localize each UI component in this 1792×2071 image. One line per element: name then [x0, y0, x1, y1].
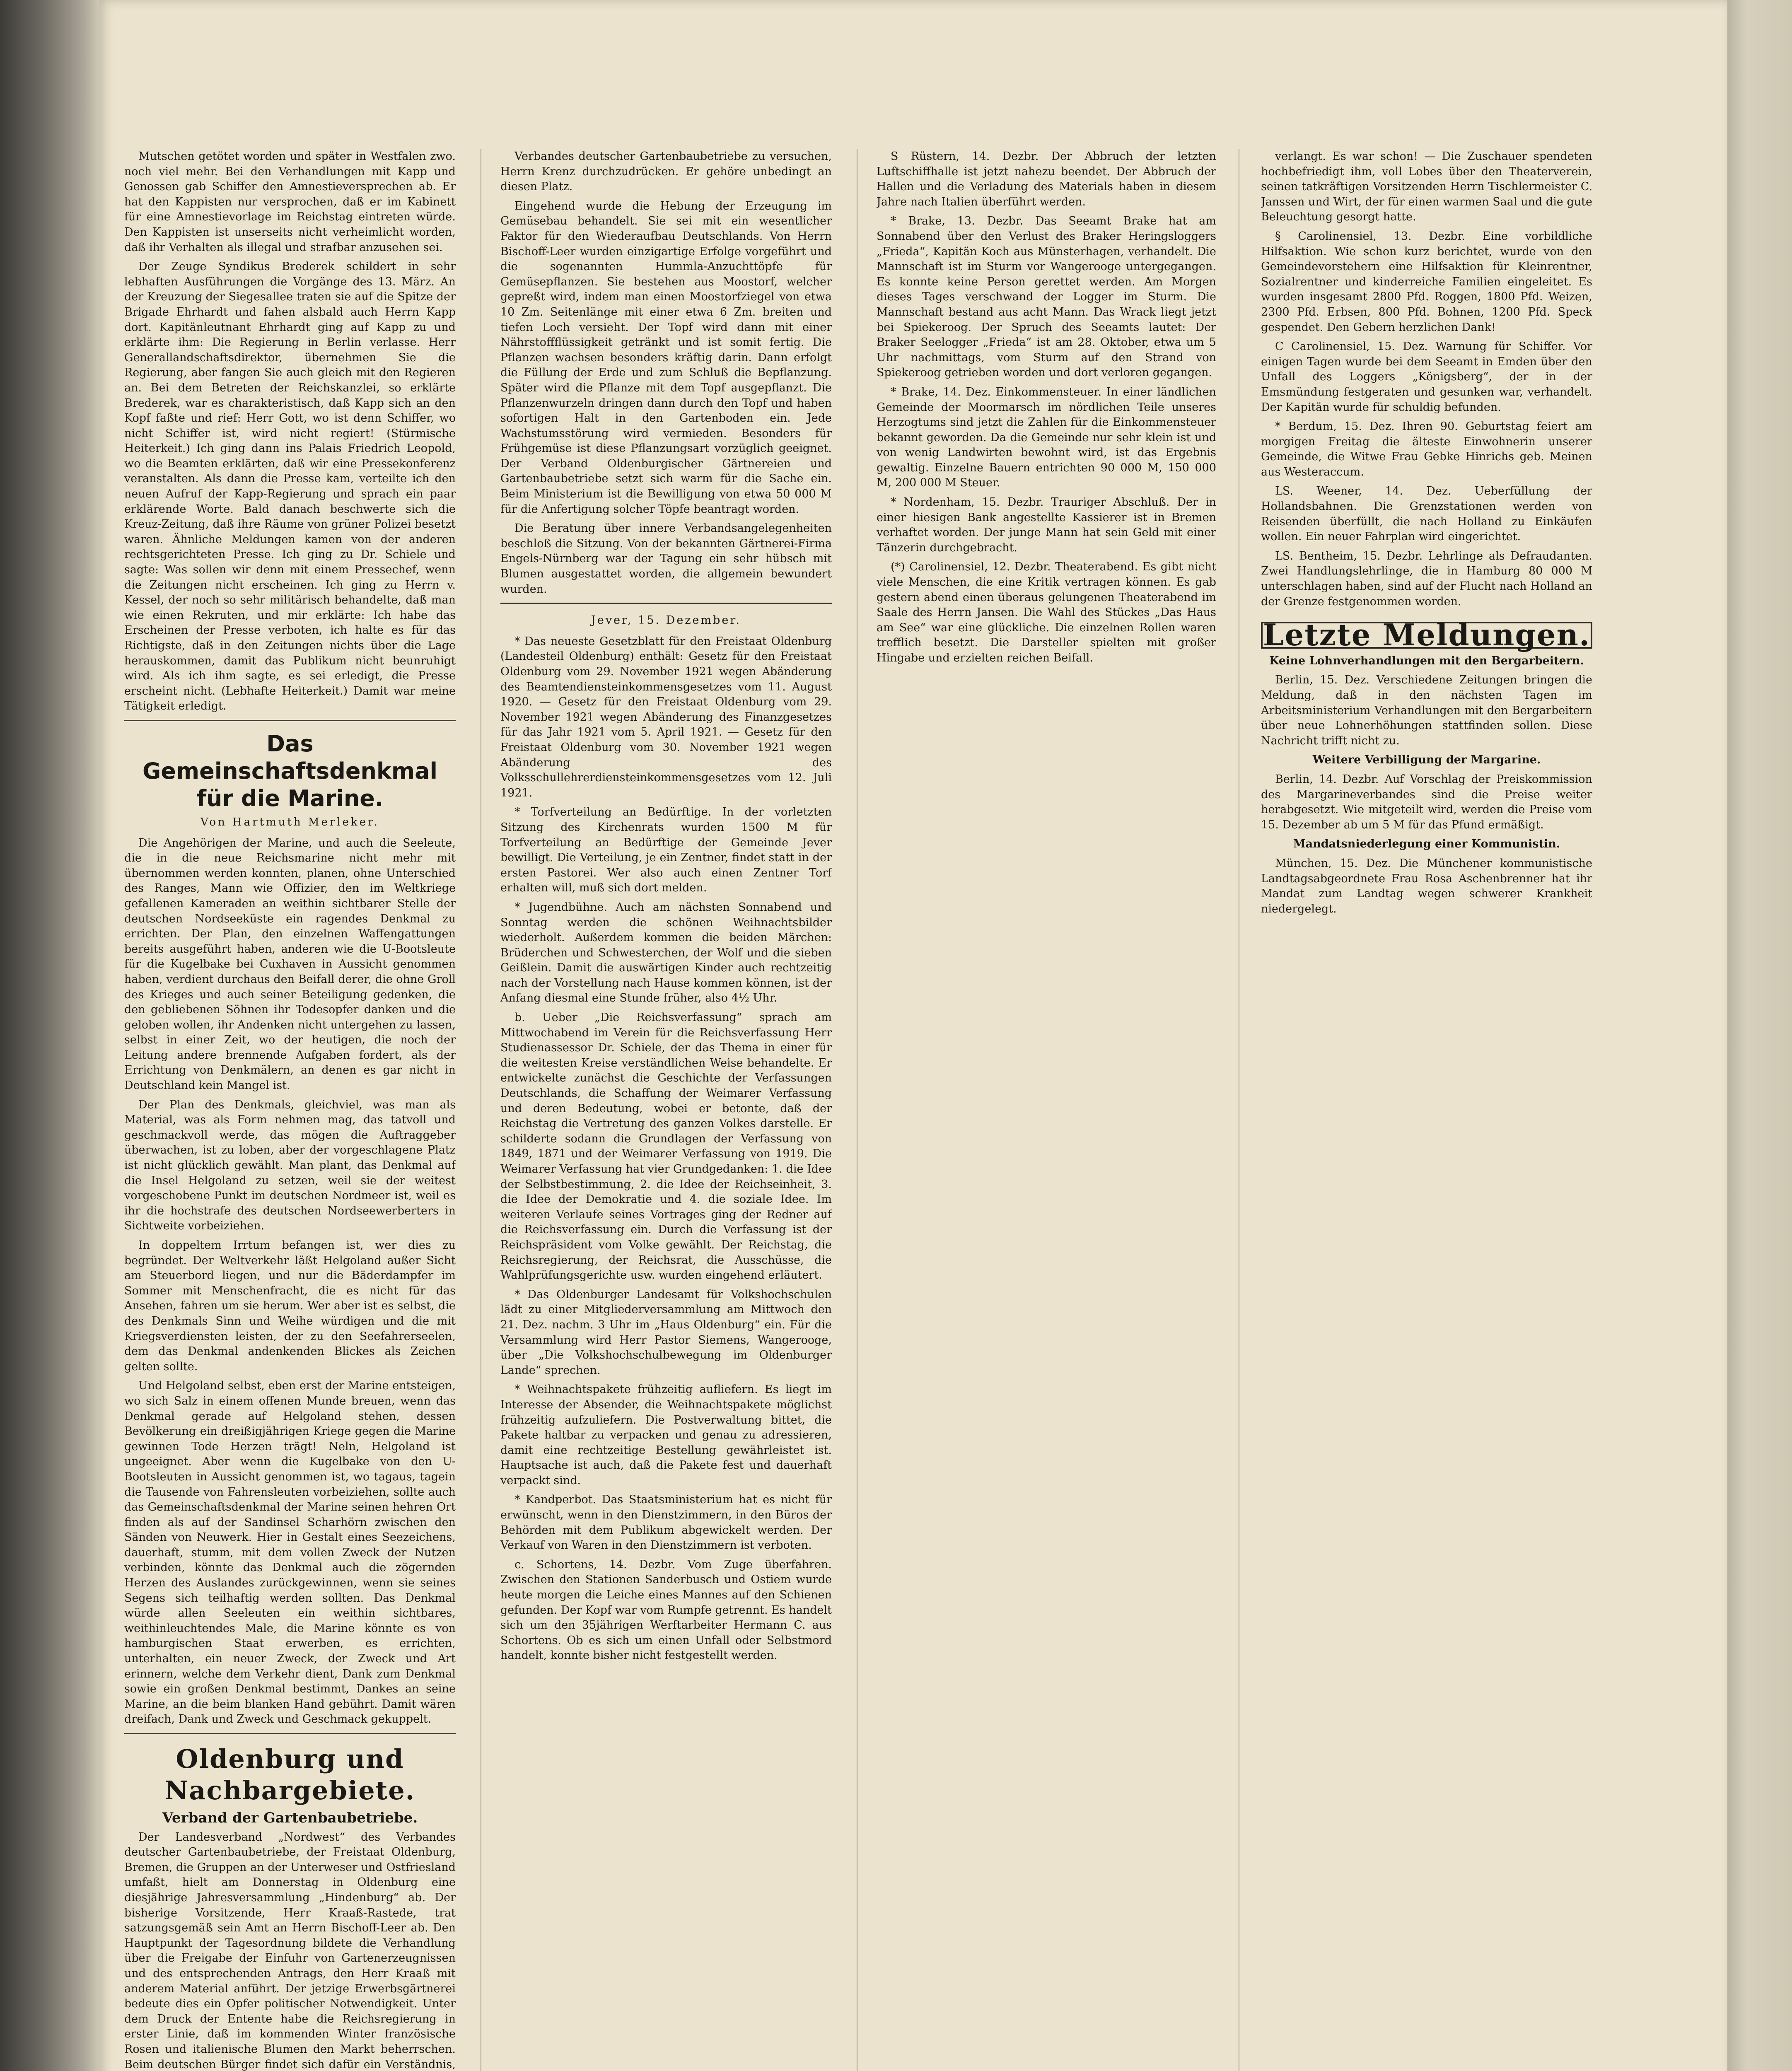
news-item: LS. Weener, 14. Dez. Ueberfüllung der Hollandsbahnen. Die Grenzstationen werden von Reisenden überfüllt, die nach Holland zu Einkäufen wollen. Ein neuer Fahrplan wird eingerichtet.	[1261, 485, 1592, 543]
news-subheading: Mandatsniederlegung einer Kommunistin.	[1293, 838, 1560, 851]
dateline: Jever, 15. Dezember.	[591, 614, 741, 627]
news-item: b. Ueber „Die Reichsverfassung“ sprach am Mittwochabend im Verein für die Reichsverfassung Herr Studienassessor Dr. Schiele, der das Thema in einer für die weitesten Kreise verständlichen Weise behandelte. Er entwickelte zunächst die Geschichte der Verfassungen Deutschlands, die Schaffung der Weimarer Verfassung und deren Bedeutung, wobei er betonte, daß der Reichstag die Vertretung des ganzen Volkes darstelle. Er schilderte sodann die Grundlagen der Verfassung von 1849, 1871 und der Weimarer Verfassung von 1919. Die Weimarer Verfassung hat vier Grundgedanken: 1. die Idee der Selbstbestimmung, 2. die Idee der Reichseinheit, 3. die Idee der Demokratie und 4. die soziale Idee. Im weiteren Verlaufe seines Vortrages ging der Redner auf die Reichsverfassung ein. Durch die Verfassung ist der Reichspräsident vom Volke gewählt. Der Reichstag, die Reichsregierung, der Reichsrat, die Ausschüsse, die Wahlprüfungsgerichte usw. wurden eingehend erläutert.	[500, 1011, 832, 1282]
news-item: Berlin, 14. Dezbr. Auf Vorschlag der Preiskommission des Margarineverbandes sind die Preise weiter herabgesetzt. Wie mitgeteilt wird, werden die Preise vom 15. Dezember ab um 5 M für das Pfund ermäßigt.	[1261, 772, 1592, 831]
news-subheading: Weitere Verbilligung der Margarine.	[1312, 753, 1541, 767]
column-1	[124, 149, 456, 2071]
news-item: c. Schortens, 14. Dezbr. Vom Zuge überfahren. Zwischen den Stationen Sanderbusch und Ostiem wurde heute morgen die Leiche eines Mannes auf den Schienen gefunden. Der Kopf war vom Rumpfe getrennt. Es handelt sich um den 35jährigen Werftarbeiter Hermann C. aus Schortens. Ob es sich um einen Unfall oder Selbstmord handelt, konnte bisher nicht festgestellt werden.	[500, 1558, 832, 1662]
page-edge	[1727, 0, 1792, 2071]
paragraph: Mutschen getötet worden und später in Westfalen zwo. noch viel mehr. Bei den Verhandlungen mit Kapp und Genossen gab Schiffer den Amnestieversprechen ab. Er hat den Kappisten nur versprochen, daß er im Kabinett für eine Amnestievorlage im Reichstag eintreten würde. Den Kappisten ist unserseits nicht verheimlicht worden, daß ihr Verhalten als illegal und strafbar anzusehen sei.	[124, 150, 456, 254]
column-2	[500, 149, 832, 2071]
paragraph: Verbandes deutscher Gartenbaubetriebe zu versuchen, Herrn Krenz durchzudrücken. Er gehöre unbedingt an diesen Platz.	[500, 150, 832, 193]
paragraph: Die Angehörigen der Marine, und auch die Seeleute, die in die neue Reichsmarine nicht mehr mit übernommen werden konnten, planen, ohne Unterschied des Ranges, Mann wie Offizier, den im Weltkriege gefallenen Kameraden an weithin sichtbarer Stelle der deutschen Nordseeküste ein ragendes Denkmal zu errichten. Der Plan, den einzelnen Waffengattungen bereits ausgeführt haben, anderen wie die U-Bootsleute für die Kugelbake bei Cuxhaven in Aussicht genommen haben, verdient durchaus den Beifall derer, die ohne Groll des Krieges und auch seiner Beteiligung gedenken, die den gebliebenen Söhnen ihr Todesopfer danken und die geloben wollen, ihr Andenken nicht untergehen zu lassen, selbst in einer Zeit, wo der heutigen, die noch der Leitung andere brennende Aufgaben fordert, als der Errichtung von Denkmälern, an denen es gar nicht in Deutschland kein Mangel ist.	[124, 836, 456, 1092]
news-item: * Weihnachtspakete frühzeitig aufliefern. Es liegt im Interesse der Absender, die Weihnachtspakete möglichst frühzeitig aufzuliefern. Die Postverwaltung bittet, die Pakete haltbar zu verpacken und genau zu adressieren, damit eine rechtzeitige Bestellung gewährleistet ist. Hauptsache ist auch, daß die Pakete fest und dauerhaft verpackt sind.	[500, 1383, 832, 1487]
divider	[124, 720, 456, 721]
paragraph: Der Plan des Denkmals, gleichviel, was man als Material, was als Form nehmen mag, das tatvoll und geschmackvoll werde, das mögen die Auftraggeber überwachen, ist zu loben, aber der vorgeschlagene Platz ist nicht glücklich gewählt. Man plant, das Denkmal auf die Insel Helgoland zu setzen, weil sie der weitest vorgeschobene Punkt im deutschen Nordmeer ist, weil es ihr die hochstrafe des deutschen Nordseewerberters in Sichtweite vorbeiziehen.	[124, 1098, 456, 1233]
latest-news-title: Letzte Meldungen.	[1261, 622, 1592, 649]
news-item: * Jugendbühne. Auch am nächsten Sonnabend und Sonntag werden die schönen Weihnachtsbilder wiederholt. Außerdem kommen die beiden Märchen: Brüderchen und Schwesterchen, der Wolf und die sieben Geißlein. Damit die auswärtigen Kinder auch rechtzeitig nach der Vorstellung nach Hause kommen können, ist der Anfang diesmal eine Stunde früher, also 4½ Uhr.	[500, 900, 832, 1005]
news-item: Berlin, 15. Dez. Verschiedene Zeitungen bringen die Meldung, daß in den nächsten Tagen im Arbeitsministerium Verhandlungen mit den Bergarbeitern über neue Lohnerhöhungen stattfinden sollen. Diese Nachricht trifft nicht zu.	[1261, 673, 1592, 747]
news-item: verlangt. Es war schon! — Die Zuschauer spendeten hochbefriedigt ihm, voll Lobes über den Theaterverein, seinen tatkräftigen Vorsitzenden Herrn Tischlermeister C. Janssen und Wirt, der für einen warmen Saal und die gute Beleuchtung gesorgt hatte.	[1261, 150, 1592, 224]
news-item: § Carolinensiel, 13. Dezbr. Eine vorbildliche Hilfsaktion. Wie schon kurz berichtet, wurde von den Gemeindevorstehern eine Hilfsaktion für Kleinrentner, Sozialrentner und kinderreiche Familien eingeleitet. Es wurden insgesamt 2800 Pfd. Roggen, 1800 Pfd. Weizen, 2300 Pfd. Erbsen, 800 Pfd. Bohnen, 1200 Pfd. Speck gespendet. Den Gebern herzlichen Dank!	[1261, 229, 1592, 334]
latest-news-subtitle: Keine Lohnverhandlungen mit den Bergarbeitern.	[1269, 654, 1584, 667]
article-title: Das Gemeinschaftsdenkmal für die Marine.	[142, 730, 438, 811]
paragraph: Eingehend wurde die Hebung der Erzeugung im Gemüsebau behandelt. Sie sei mit ein wesentlicher Faktor für den Wiederaufbau Deutschlands. Von Herrn Bischoff-Leer wurden einzigartige Erfolge vorgeführt und die sogenannten Hummla-Anzuchttöpfe für Gemüsepflanzen. Sie bestehen aus Moostorf, welcher gepreßt wird, indem man einen Moostorfziegel von etwa 10 Zm. Seitenlänge mit einer etwa 6 Zm. breiten und tiefen Loch versieht. Der Topf wird dann mit einer Nährstoffflüssigkeit getränkt und ist somit fertig. Die Pflanzen wachsen besonders kräftig darin. Dann erfolgt die Füllung der Erde und zum Schluß die Bepflanzung. Später wird die Pflanze mit dem Topf ausgepflanzt. Die Pflanzenwurzeln dringen dann durch den Topf und haben sofortigen Halt in den Gartenboden ein. Jede Wachstumsstörung wird vermieden. Besonders für Frühgemüse ist diese Pflanzungsart vorzüglich geeignet. Der Verband Oldenburgischer Gärtnereien und Gartenbaubetriebe setzt sich warm für die Sache ein. Beim Ministerium ist die Bewilligung von etwa 50 000 M für die Anfertigung solcher Töpfe beantragt worden.	[500, 199, 832, 516]
paragraph: Der Landesverband „Nordwest“ des Verbandes deutscher Gartenbaubetriebe, der Freistaat Oldenburg, Bremen, die Gruppen an der Unterweser und Ostfriesland umfaßt, hielt am Donnerstag in Oldenburg eine diesjährige Jahresversammlung „Hindenburg“ ab. Der bisherige Vorsitzende, Herr Kraaß-Rastede, trat satzungsgemäß sein Amt an Herrn Bischoff-Leer ab. Den Hauptpunkt der Tagesordnung bildete die Verhandlung über die Freigabe der Einfuhr von Gartenerzeugnissen und des entsprechenden Antrags, den Herr Kraaß mit anderem Material anführt. Der jetzige Erwerbsgärtnerei bedeute dies ein Opfer politischer Notwendigkeit. Unter dem Druck der Entente habe die Reichsregierung in erster Linie, daß im kommenden Winter französische Rosen und italienische Blumen den Markt beherrschen. Beim deutschen Bürger findet sich dafür ein Verständnis,	[124, 1830, 456, 2071]
news-item: * Brake, 13. Dezbr. Das Seeamt Brake hat am Sonnabend über den Verlust des Braker Heringsloggers „Frieda“, Kapitän Koch aus Münsterhagen, verhandelt. Die Mannschaft ist im Sturm vor Wangerooge untergegangen. Es konnte keine Person gerettet werden. Am Morgen dieses Tages verschwand der Logger im Sturm. Die Mannschaft bestand aus acht Mann. Das Wrack liegt jetzt bei Spiekeroog. Der Spruch des Seeamts lautet: Der Braker Seelogger „Frieda“ ist am 28. Oktober, etwa um 5 Uhr nachmittags, vom Sturm auf den Strand von Spiekeroog getrieben worden und dort verloren gegangen.	[877, 215, 1216, 379]
news-item: * Brake, 14. Dez. Einkommensteuer. In einer ländlichen Gemeinde der Moormarsch im nördlichen Teile unseres Herzogtums sind jetzt die Zahlen für die Einkommensteuer bekannt geworden. Da die Gemeinde nur sehr klein ist und von wenig Landwirten bewohnt wird, ist das Ergebnis gewaltig. Einzelne Bauern entrichten 90 000 M, 150 000 M, 200 000 M Steuer.	[877, 385, 1216, 490]
news-item: * Berdum, 15. Dez. Ihren 90. Geburtstag feiert am morgigen Freitag die älteste Einwohnerin unserer Gemeinde, die Witwe Frau Gebke Hinrichs geb. Meinen aus Westeraccum.	[1261, 420, 1592, 478]
column-3	[877, 149, 1216, 2071]
news-item: (*) Carolinensiel, 12. Dezbr. Theaterabend. Es gibt nicht viele Menschen, die eine Kritik vertragen können. Es gab gestern abend einen überaus gelungenen Theaterabend im Saale des Herrn Jansen. Die Wahl des Stückes „Das Haus am See“ war eine glückliche. Die einzelnen Rollen waren trefflich besetzt. Die Darsteller spielten mit großer Hingabe und erzielten reichen Beifall.	[877, 560, 1216, 664]
column-4	[1261, 149, 1592, 2071]
paragraph: Die Beratung über innere Verbandsangelegenheiten beschloß die Sitzung. Von der bekannten Gärtnerei-Firma Engels-Nürnberg war der Tagung ein sehr hübsch mit Blumen ausgestattet worden, die allgemein bewundert wurden.	[500, 522, 832, 596]
article-subtitle: Verband der Gartenbaubetriebe.	[162, 1810, 418, 1826]
news-item: * Nordenham, 15. Dezbr. Trauriger Abschluß. Der in einer hiesigen Bank angestellte Kassierer ist in Bremen verhaftet worden. Der junge Mann hat sein Geld mit einer Tänzerin durchgebracht.	[877, 496, 1216, 554]
news-item: * Das Oldenburger Landesamt für Volkshochschulen lädt zu einer Mitgliederversammlung am Mittwoch den 21. Dez. nachm. 3 Uhr im „Haus Oldenburg“ ein. Für die Versammlung wird Herr Pastor Siemens, Wangerooge, über „Die Volkshochschulbewegung im Oldenburger Lande“ sprechen.	[500, 1288, 832, 1377]
paragraph: Und Helgoland selbst, eben erst der Marine entsteigen, wo sich Salz in einem offenen Munde breuen, wenn das Denkmal gerade auf Helgoland stehen, dessen Bevölkerung ein dreißigjährigen Kriege gegen die Marine gewinnen Tode Herzen trägt! Neln, Helgoland ist ungeeignet. Aber wenn die Kugelbake von den U-Bootsleuten in Aussicht genommen ist, wo tagaus, tagein die Tausende von Fahrensleuten vorbeiziehen, sollte auch das Gemeinschaftsdenkmal der Marine seinen hehren Ort finden als auf der Sandinsel Scharhörn zwischen den Sänden von Neuwerk. Hier in Gestalt eines Seezeichens, dauerhaft, stumm, mit dem vollen Zweck der Nutzen verbinden, könnte das Denkmal auch die zögernden Herzen des Auslandes zurückgewinnen, wenn sie seines Segens sich teilhaftig werden sollten. Das Denkmal würde allen Seeleuten ein weithin sichtbares, weithinleuchtendes Male, die Marine könnte es von hamburgischen Staat erwerben, es errichten, unterhalten, ein neuer Zweck, der Zweck und Art erinnern, welche dem Verkehr dient, Dank zum Denkmal sowie ein großen Denkmal bestimmt, Dankes an seine Marine, an die beim blanken Hand gebührt. Damit wären dreifach, Dank und Zweck und Geschmack gekuppelt.	[124, 1379, 456, 1726]
paragraph: In doppeltem Irrtum befangen ist, wer dies zu begründet. Der Weltverkehr läßt Helgoland außer Sicht am Steuerbord liegen, und nur die Bäderdampfer im Sommer mit Menschenfracht, die es nicht für das Ansehen, fahren um sie herum. Wer aber ist es selbst, die des Denkmals Sinn und Weihe würdigen und die mit Kriegsverdiensten leisten, der zu den Seefahrerseelen, dem das Denkmal andenkenden Blickes als Zeichen gelten sollte.	[124, 1239, 456, 1373]
byline: Von Hartmuth Merleker.	[200, 816, 380, 828]
news-item: * Torfverteilung an Bedürftige. In der vorletzten Sitzung des Kirchenrats wurden 1500 M für Torfverteilung an Bedürftige der Gemeinde Jever bewilligt. Die Verteilung, je ein Zentner, findet statt in der ersten Pastorei. Wer also auch einen Zentner Torf erhalten will, muß sich dort melden.	[500, 806, 832, 895]
news-item: LS. Bentheim, 15. Dezbr. Lehrlinge als Defraudanten. Zwei Handlungslehrlinge, die in Hamburg 80 000 M unterschlagen haben, sind auf der Flucht nach Holland an der Grenze festgenommen worden.	[1261, 549, 1592, 608]
book-binding-shadow	[0, 0, 104, 2071]
news-item: S Rüstern, 14. Dezbr. Der Abbruch der letzten Luftschiffhalle ist jetzt nahezu beendet. Der Abbruch der Hallen und die Verladung des Materials haben in diesem Jahre nach Italien überführt werden.	[877, 150, 1216, 208]
news-item: * Das neueste Gesetzblatt für den Freistaat Oldenburg (Landesteil Oldenburg) enthält: Gesetz für den Freistaat Oldenburg vom 29. November 1921 wegen Abänderung des Beamtendiensteinkommensgesetzes vom 11. August 1920. — Gesetz für den Freistaat Oldenburg vom 29. November 1921 wegen Abänderung des Finanzgesetzes für das Jahr 1921 vom 5. April 1921. — Gesetz für den Freistaat Oldenburg vom 30. November 1921 wegen Abänderung des Volksschullehrerdiensteinkommensgesetzes vom 12. Juli 1921.	[500, 635, 832, 799]
divider	[500, 603, 832, 604]
divider	[124, 1733, 456, 1734]
news-item: * Kandperbot. Das Staatsministerium hat es nicht für erwünscht, wenn in den Dienstzimmern, in den Büros der Behörden mit dem Publikum abgewickelt werden. Der Verkauf von Waren in den Dienstzimmern ist verboten.	[500, 1493, 832, 1552]
news-item: C Carolinensiel, 15. Dez. Warnung für Schiffer. Vor einigen Tagen wurde bei dem Seeamt in Emden über den Unfall des Loggers „Königsberg“, der in der Emsmündung festgeraten und gesunken war, verhandelt. Der Kapitän wurde für schuldig befunden.	[1261, 340, 1592, 414]
paragraph: Der Zeuge Syndikus Brederek schildert in sehr lebhaften Ausführungen die Vorgänge des 13. März. An der Kreuzung der Siegesallee traten sie auf die Spitze der Brigade Ehrhardt und fahen alsbald auch Herrn Kapp dort. Kapitänleutnant Ehrhardt ging auf Kapp zu und erklärte ihm: Die Regierung in Berlin verlasse. Herr Generallandschaftsdirektor, übernehmen Sie die Regierung, aber fangen Sie auch gleich mit den Regieren an. Bei dem Betreten der Reichskanzlei, so erklärte Brederek, war es charakteristisch, daß Kapp sich an den Kopf faßte und rief: Herr Gott, wo ist denn Schiffer, wo nicht Schiffer ist, wird nicht regiert! (Stürmische Heiterkeit.) Ich ging dann ins Palais Friedrich Leopold, wo die Beamten erklärten, daß wir eine Pressekonferenz veranstalten. Als dann die Presse kam, verteilte ich den neuen Aufruf der Kapp-Regierung und sprach ein paar erklärende Worte. Bald danach beschwerte sich die Kreuz-Zeitung, daß ihre Räume von grüner Polizei besetzt waren. Ähnliche Meldungen kamen von der anderen rechtsgerichteten Presse. Ich ging zu Dr. Schiele und sagte: Was sollen wir denn mit einem Pressechef, wenn die Zeitungen nicht erscheinen. Ich ging zu Herrn v. Kessel, der noch so sehr militärisch behandelte, daß man wie einen Rekruten, und mir erklärte: Ich habe das Erscheinen der Presse verboten, ich halte es für das Richtigste, daß in den Zeitungen nichts über die Lage herauskommen, damit das Publikum nicht beunruhigt wird. Als ich ihm sagte, es sei erledigt, die Presse erscheint nicht. (Lebhafte Heiterkeit.) Damit war meine Tätigkeit erledigt.	[124, 260, 456, 713]
news-item: München, 15. Dez. Die Münchener kommunistische Landtagsabgeordnete Frau Rosa Aschenbrenner hat ihr Mandat zum Landtag wegen schwerer Krankheit niedergelegt.	[1261, 857, 1592, 915]
section-title: Oldenburg und Nachbargebiete.	[164, 1744, 415, 1805]
